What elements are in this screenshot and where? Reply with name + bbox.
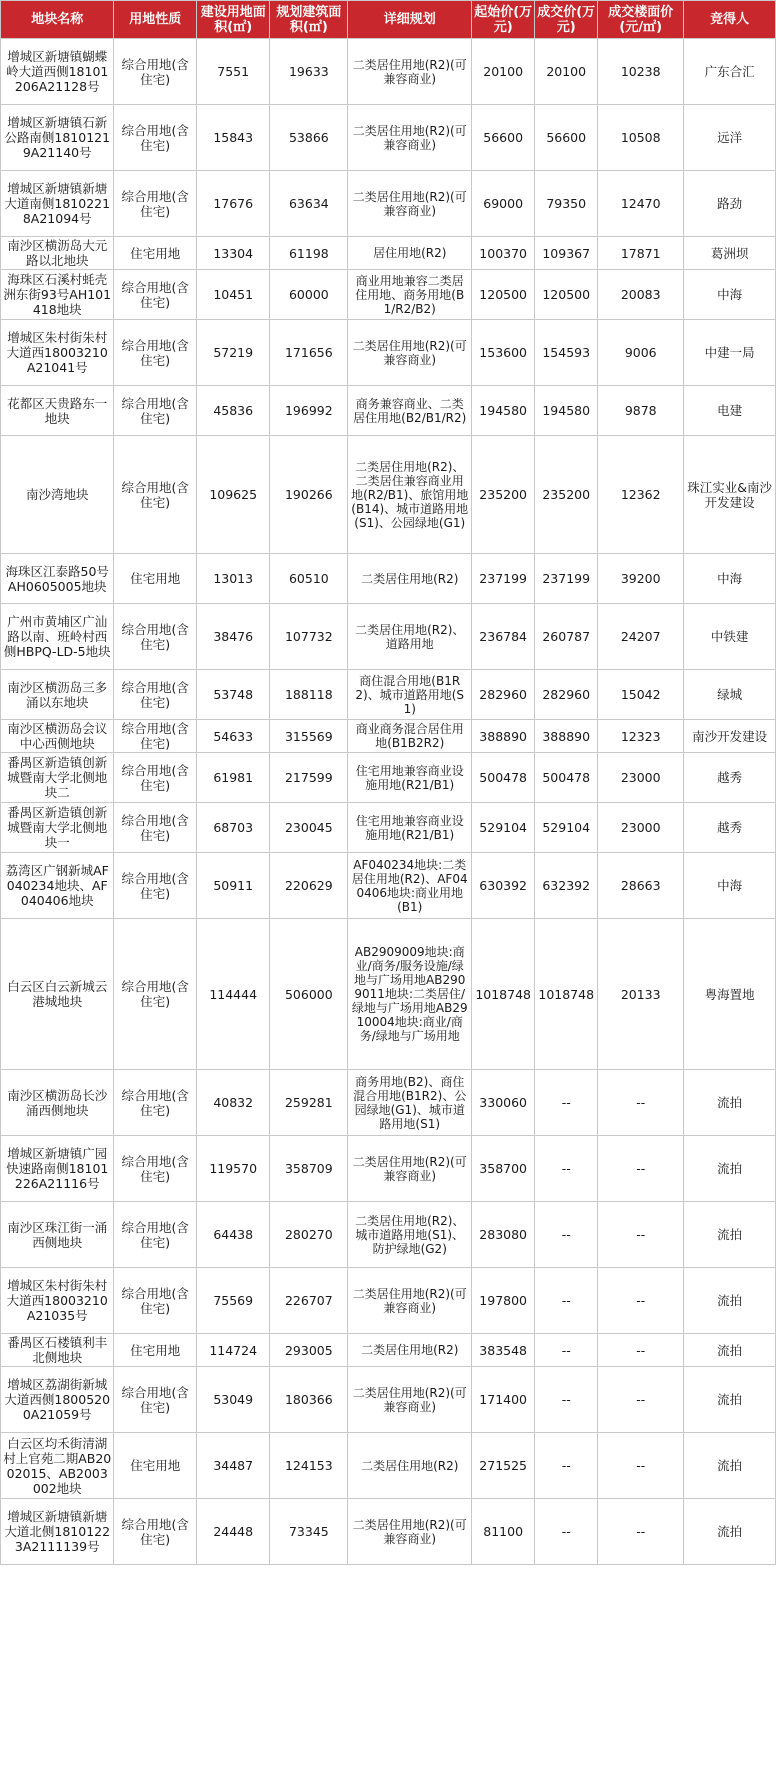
winner-cell: 电建: [684, 386, 776, 436]
parcel-name-cell: 南沙区横沥岛大元路以北地块: [1, 237, 114, 270]
site-area-cell: 57219: [197, 320, 270, 386]
floor-price-cell: --: [598, 1136, 684, 1202]
start-price-cell: 282960: [472, 670, 535, 720]
floor-area-cell: 60510: [270, 554, 348, 604]
start-price-cell: 120500: [472, 270, 535, 320]
winner-cell: 流拍: [684, 1367, 776, 1433]
floor-area-cell: 226707: [270, 1268, 348, 1334]
winner-cell: 流拍: [684, 1202, 776, 1268]
plan-cell: 二类居住用地(R2)(可兼容商业): [348, 171, 472, 237]
deal-price-cell: 56600: [535, 105, 598, 171]
winner-cell: 流拍: [684, 1499, 776, 1565]
site-area-cell: 119570: [197, 1136, 270, 1202]
plan-cell: 二类居住用地(R2)(可兼容商业): [348, 1268, 472, 1334]
floor-area-cell: 61198: [270, 237, 348, 270]
table-row: [1, 1334, 776, 1367]
floor-price-cell: --: [598, 1499, 684, 1565]
plan-cell: 二类居住用地(R2)(可兼容商业): [348, 320, 472, 386]
floor-area-cell: 63634: [270, 171, 348, 237]
deal-price-cell: 1018748: [535, 919, 598, 1070]
deal-price-cell: 109367: [535, 237, 598, 270]
land-use-cell: 综合用地(含住宅): [114, 753, 197, 803]
land-use-cell: 综合用地(含住宅): [114, 105, 197, 171]
deal-price-cell: --: [535, 1202, 598, 1268]
land-use-cell: 综合用地(含住宅): [114, 604, 197, 670]
floor-area-cell: 358709: [270, 1136, 348, 1202]
floor-price-cell: --: [598, 1070, 684, 1136]
floor-price-cell: 39200: [598, 554, 684, 604]
winner-cell: 粤海置地: [684, 919, 776, 1070]
site-area-cell: 7551: [197, 39, 270, 105]
table-row: [1, 1136, 776, 1202]
deal-price-cell: --: [535, 1070, 598, 1136]
floor-area-cell: 124153: [270, 1433, 348, 1499]
deal-price-cell: 282960: [535, 670, 598, 720]
header-cell: 成交楼面价(元/㎡): [598, 1, 684, 39]
site-area-cell: 40832: [197, 1070, 270, 1136]
table-body: [1, 39, 776, 1565]
start-price-cell: 1018748: [472, 919, 535, 1070]
site-area-cell: 13013: [197, 554, 270, 604]
deal-price-cell: --: [535, 1433, 598, 1499]
table-row: [1, 1070, 776, 1136]
start-price-cell: 500478: [472, 753, 535, 803]
table-row: [1, 604, 776, 670]
parcel-name-cell: 海珠区江泰路50号AH0605005地块: [1, 554, 114, 604]
start-price-cell: 236784: [472, 604, 535, 670]
floor-area-cell: 315569: [270, 720, 348, 753]
site-area-cell: 53049: [197, 1367, 270, 1433]
table-row: [1, 320, 776, 386]
floor-price-cell: 24207: [598, 604, 684, 670]
winner-cell: 流拍: [684, 1136, 776, 1202]
deal-price-cell: 120500: [535, 270, 598, 320]
land-use-cell: 综合用地(含住宅): [114, 1268, 197, 1334]
plan-cell: 商业用地兼容二类居住用地、商务用地(B1/R2/B2): [348, 270, 472, 320]
floor-price-cell: --: [598, 1268, 684, 1334]
floor-area-cell: 53866: [270, 105, 348, 171]
land-use-cell: 综合用地(含住宅): [114, 670, 197, 720]
deal-price-cell: --: [535, 1268, 598, 1334]
parcel-name-cell: 增城区朱村街朱村大道西18003210A21041号: [1, 320, 114, 386]
land-use-cell: 综合用地(含住宅): [114, 1367, 197, 1433]
land-use-cell: 综合用地(含住宅): [114, 853, 197, 919]
land-use-cell: 综合用地(含住宅): [114, 803, 197, 853]
land-use-cell: 综合用地(含住宅): [114, 320, 197, 386]
plan-cell: 住宅用地兼容商业设施用地(R21/B1): [348, 803, 472, 853]
land-use-cell: 综合用地(含住宅): [114, 1202, 197, 1268]
land-use-cell: 综合用地(含住宅): [114, 919, 197, 1070]
start-price-cell: 283080: [472, 1202, 535, 1268]
header-cell: 详细规划: [348, 1, 472, 39]
header-cell: 竞得人: [684, 1, 776, 39]
start-price-cell: 388890: [472, 720, 535, 753]
site-area-cell: 17676: [197, 171, 270, 237]
floor-area-cell: 293005: [270, 1334, 348, 1367]
start-price-cell: 69000: [472, 171, 535, 237]
start-price-cell: 529104: [472, 803, 535, 853]
header-cell: 用地性质: [114, 1, 197, 39]
floor-price-cell: --: [598, 1367, 684, 1433]
table-row: [1, 803, 776, 853]
land-use-cell: 住宅用地: [114, 554, 197, 604]
winner-cell: 广东合汇: [684, 39, 776, 105]
winner-cell: 南沙开发建设: [684, 720, 776, 753]
winner-cell: 越秀: [684, 803, 776, 853]
floor-price-cell: --: [598, 1202, 684, 1268]
table-row: [1, 1499, 776, 1565]
deal-price-cell: 235200: [535, 436, 598, 554]
deal-price-cell: --: [535, 1499, 598, 1565]
site-area-cell: 114724: [197, 1334, 270, 1367]
plan-cell: 商业商务混合居住用地(B1B2R2): [348, 720, 472, 753]
land-use-cell: 综合用地(含住宅): [114, 270, 197, 320]
plan-cell: 二类居住用地(R2): [348, 1334, 472, 1367]
start-price-cell: 194580: [472, 386, 535, 436]
site-area-cell: 53748: [197, 670, 270, 720]
parcel-name-cell: 增城区新塘镇广园快速路南侧18101226A21116号: [1, 1136, 114, 1202]
table-row: [1, 436, 776, 554]
floor-price-cell: 28663: [598, 853, 684, 919]
winner-cell: 路劲: [684, 171, 776, 237]
parcel-name-cell: 南沙区横沥岛长沙涌西侧地块: [1, 1070, 114, 1136]
plan-cell: 商住混合用地(B1R2)、城市道路用地(S1): [348, 670, 472, 720]
table-row: [1, 237, 776, 270]
winner-cell: 葛洲坝: [684, 237, 776, 270]
site-area-cell: 24448: [197, 1499, 270, 1565]
site-area-cell: 38476: [197, 604, 270, 670]
parcel-name-cell: 海珠区石溪村蚝壳洲东街93号AH101418地块: [1, 270, 114, 320]
floor-area-cell: 196992: [270, 386, 348, 436]
land-use-cell: 综合用地(含住宅): [114, 1136, 197, 1202]
winner-cell: 流拍: [684, 1334, 776, 1367]
floor-price-cell: 10508: [598, 105, 684, 171]
floor-area-cell: 259281: [270, 1070, 348, 1136]
floor-area-cell: 230045: [270, 803, 348, 853]
land-use-cell: 综合用地(含住宅): [114, 1070, 197, 1136]
land-use-cell: 综合用地(含住宅): [114, 436, 197, 554]
site-area-cell: 54633: [197, 720, 270, 753]
parcel-name-cell: 花都区天贵路东一地块: [1, 386, 114, 436]
deal-price-cell: 194580: [535, 386, 598, 436]
table-row: [1, 171, 776, 237]
table-row: [1, 105, 776, 171]
deal-price-cell: 529104: [535, 803, 598, 853]
table-row: [1, 753, 776, 803]
floor-area-cell: 73345: [270, 1499, 348, 1565]
plan-cell: 二类居住用地(R2)、二类居住兼容商业用地(R2/B1)、旅馆用地(B14)、城市道路用地(S1)、公园绿地(G1): [348, 436, 472, 554]
start-price-cell: 358700: [472, 1136, 535, 1202]
plan-cell: 二类居住用地(R2): [348, 554, 472, 604]
header-cell: 起始价(万元): [472, 1, 535, 39]
floor-price-cell: 12470: [598, 171, 684, 237]
parcel-name-cell: 增城区新塘镇新塘大道北侧18101223A2111139号: [1, 1499, 114, 1565]
land-use-cell: 综合用地(含住宅): [114, 386, 197, 436]
floor-price-cell: 12323: [598, 720, 684, 753]
plan-cell: 居住用地(R2): [348, 237, 472, 270]
table-row: [1, 554, 776, 604]
site-area-cell: 109625: [197, 436, 270, 554]
floor-price-cell: 10238: [598, 39, 684, 105]
start-price-cell: 630392: [472, 853, 535, 919]
site-area-cell: 34487: [197, 1433, 270, 1499]
parcel-name-cell: 番禺区新造镇创新城暨南大学北侧地块一: [1, 803, 114, 853]
parcel-name-cell: 白云区白云新城云港城地块: [1, 919, 114, 1070]
deal-price-cell: 388890: [535, 720, 598, 753]
parcel-name-cell: 南沙区横沥岛三多涌以东地块: [1, 670, 114, 720]
parcel-name-cell: 白云区均禾街清湖村上官苑二期AB2002015、AB2003002地块: [1, 1433, 114, 1499]
floor-price-cell: --: [598, 1334, 684, 1367]
winner-cell: 流拍: [684, 1070, 776, 1136]
floor-area-cell: 217599: [270, 753, 348, 803]
winner-cell: 流拍: [684, 1433, 776, 1499]
floor-area-cell: 19633: [270, 39, 348, 105]
plan-cell: AB2909009地块:商业/商务/服务设施/绿地与广场用地AB2909011地块:二类居住/绿地与广场用地AB2910004地块:商业/商务/绿地与广场用地: [348, 919, 472, 1070]
plan-cell: 住宅用地兼容商业设施用地(R21/B1): [348, 753, 472, 803]
plan-cell: 二类居住用地(R2): [348, 1433, 472, 1499]
table-row: [1, 1433, 776, 1499]
parcel-name-cell: 南沙区珠江街一涌西侧地块: [1, 1202, 114, 1268]
start-price-cell: 235200: [472, 436, 535, 554]
header-cell: 规划建筑面积(㎡): [270, 1, 348, 39]
start-price-cell: 271525: [472, 1433, 535, 1499]
start-price-cell: 237199: [472, 554, 535, 604]
site-area-cell: 45836: [197, 386, 270, 436]
table-row: [1, 670, 776, 720]
table-row: [1, 270, 776, 320]
site-area-cell: 10451: [197, 270, 270, 320]
floor-price-cell: 9006: [598, 320, 684, 386]
parcel-name-cell: 增城区荔湖街新城大道西侧18005200A21059号: [1, 1367, 114, 1433]
start-price-cell: 20100: [472, 39, 535, 105]
table-row: [1, 39, 776, 105]
start-price-cell: 383548: [472, 1334, 535, 1367]
parcel-name-cell: 荔湾区广钢新城AF040234地块、AF040406地块: [1, 853, 114, 919]
table-row: [1, 1202, 776, 1268]
deal-price-cell: 154593: [535, 320, 598, 386]
header-row: [1, 1, 776, 39]
winner-cell: 中海: [684, 270, 776, 320]
site-area-cell: 50911: [197, 853, 270, 919]
site-area-cell: 64438: [197, 1202, 270, 1268]
site-area-cell: 75569: [197, 1268, 270, 1334]
site-area-cell: 114444: [197, 919, 270, 1070]
deal-price-cell: 260787: [535, 604, 598, 670]
deal-price-cell: --: [535, 1334, 598, 1367]
floor-area-cell: 171656: [270, 320, 348, 386]
plan-cell: 商务用地(B2)、商住混合用地(B1R2)、公园绿地(G1)、城市道路用地(S1): [348, 1070, 472, 1136]
deal-price-cell: 237199: [535, 554, 598, 604]
winner-cell: 中铁建: [684, 604, 776, 670]
header-cell: 成交价(万元): [535, 1, 598, 39]
plan-cell: 二类居住用地(R2)(可兼容商业): [348, 105, 472, 171]
parcel-name-cell: 广州市黄埔区广汕路以南、班岭村西侧HBPQ-LD-5地块: [1, 604, 114, 670]
parcel-name-cell: 番禺区新造镇创新城暨南大学北侧地块二: [1, 753, 114, 803]
plan-cell: 商务兼容商业、二类居住用地(B2/B1/R2): [348, 386, 472, 436]
header-cell: 地块名称: [1, 1, 114, 39]
winner-cell: 珠江实业&南沙开发建设: [684, 436, 776, 554]
winner-cell: 流拍: [684, 1268, 776, 1334]
land-use-cell: 住宅用地: [114, 1334, 197, 1367]
start-price-cell: 330060: [472, 1070, 535, 1136]
plan-cell: 二类居住用地(R2)(可兼容商业): [348, 1367, 472, 1433]
table-row: [1, 720, 776, 753]
site-area-cell: 13304: [197, 237, 270, 270]
floor-price-cell: 9878: [598, 386, 684, 436]
floor-area-cell: 506000: [270, 919, 348, 1070]
land-use-cell: 综合用地(含住宅): [114, 171, 197, 237]
winner-cell: 远洋: [684, 105, 776, 171]
floor-price-cell: --: [598, 1433, 684, 1499]
parcel-name-cell: 增城区新塘镇石新公路南侧18101219A21140号: [1, 105, 114, 171]
parcel-name-cell: 增城区新塘镇蝴蝶岭大道西侧18101206A21128号: [1, 39, 114, 105]
land-use-cell: 综合用地(含住宅): [114, 720, 197, 753]
floor-price-cell: 23000: [598, 803, 684, 853]
start-price-cell: 81100: [472, 1499, 535, 1565]
site-area-cell: 61981: [197, 753, 270, 803]
floor-area-cell: 280270: [270, 1202, 348, 1268]
table-row: [1, 1367, 776, 1433]
winner-cell: 越秀: [684, 753, 776, 803]
plan-cell: 二类居住用地(R2)、道路用地: [348, 604, 472, 670]
parcel-name-cell: 增城区朱村街朱村大道西18003210A21035号: [1, 1268, 114, 1334]
floor-area-cell: 60000: [270, 270, 348, 320]
plan-cell: 二类居住用地(R2)(可兼容商业): [348, 39, 472, 105]
plan-cell: 二类居住用地(R2)(可兼容商业): [348, 1499, 472, 1565]
parcel-name-cell: 番禺区石楼镇利丰北侧地块: [1, 1334, 114, 1367]
winner-cell: 中建一局: [684, 320, 776, 386]
land-use-cell: 综合用地(含住宅): [114, 39, 197, 105]
deal-price-cell: 632392: [535, 853, 598, 919]
floor-price-cell: 17871: [598, 237, 684, 270]
parcel-name-cell: 南沙湾地块: [1, 436, 114, 554]
start-price-cell: 197800: [472, 1268, 535, 1334]
floor-area-cell: 180366: [270, 1367, 348, 1433]
land-use-cell: 住宅用地: [114, 1433, 197, 1499]
deal-price-cell: 20100: [535, 39, 598, 105]
plan-cell: 二类居住用地(R2)(可兼容商业): [348, 1136, 472, 1202]
floor-price-cell: 20133: [598, 919, 684, 1070]
floor-price-cell: 12362: [598, 436, 684, 554]
winner-cell: 中海: [684, 853, 776, 919]
land-use-cell: 综合用地(含住宅): [114, 1499, 197, 1565]
land-use-cell: 住宅用地: [114, 237, 197, 270]
floor-area-cell: 107732: [270, 604, 348, 670]
start-price-cell: 153600: [472, 320, 535, 386]
header-cell: 建设用地面积(㎡): [197, 1, 270, 39]
start-price-cell: 56600: [472, 105, 535, 171]
winner-cell: 中海: [684, 554, 776, 604]
floor-price-cell: 15042: [598, 670, 684, 720]
deal-price-cell: --: [535, 1367, 598, 1433]
site-area-cell: 15843: [197, 105, 270, 171]
table-row: [1, 919, 776, 1070]
deal-price-cell: --: [535, 1136, 598, 1202]
parcel-name-cell: 增城区新塘镇新塘大道南侧18102218A21094号: [1, 171, 114, 237]
floor-area-cell: 220629: [270, 853, 348, 919]
winner-cell: 绿城: [684, 670, 776, 720]
floor-price-cell: 23000: [598, 753, 684, 803]
floor-area-cell: 188118: [270, 670, 348, 720]
floor-price-cell: 20083: [598, 270, 684, 320]
plan-cell: AF040234地块:二类居住用地(R2)、AF040406地块:商业用地(B1): [348, 853, 472, 919]
deal-price-cell: 500478: [535, 753, 598, 803]
plan-cell: 二类居住用地(R2)、城市道路用地(S1)、防护绿地(G2): [348, 1202, 472, 1268]
start-price-cell: 171400: [472, 1367, 535, 1433]
table-row: [1, 386, 776, 436]
parcel-name-cell: 南沙区横沥岛会议中心西侧地块: [1, 720, 114, 753]
deal-price-cell: 79350: [535, 171, 598, 237]
site-area-cell: 68703: [197, 803, 270, 853]
table-row: [1, 1268, 776, 1334]
start-price-cell: 100370: [472, 237, 535, 270]
table-row: [1, 853, 776, 919]
floor-area-cell: 190266: [270, 436, 348, 554]
